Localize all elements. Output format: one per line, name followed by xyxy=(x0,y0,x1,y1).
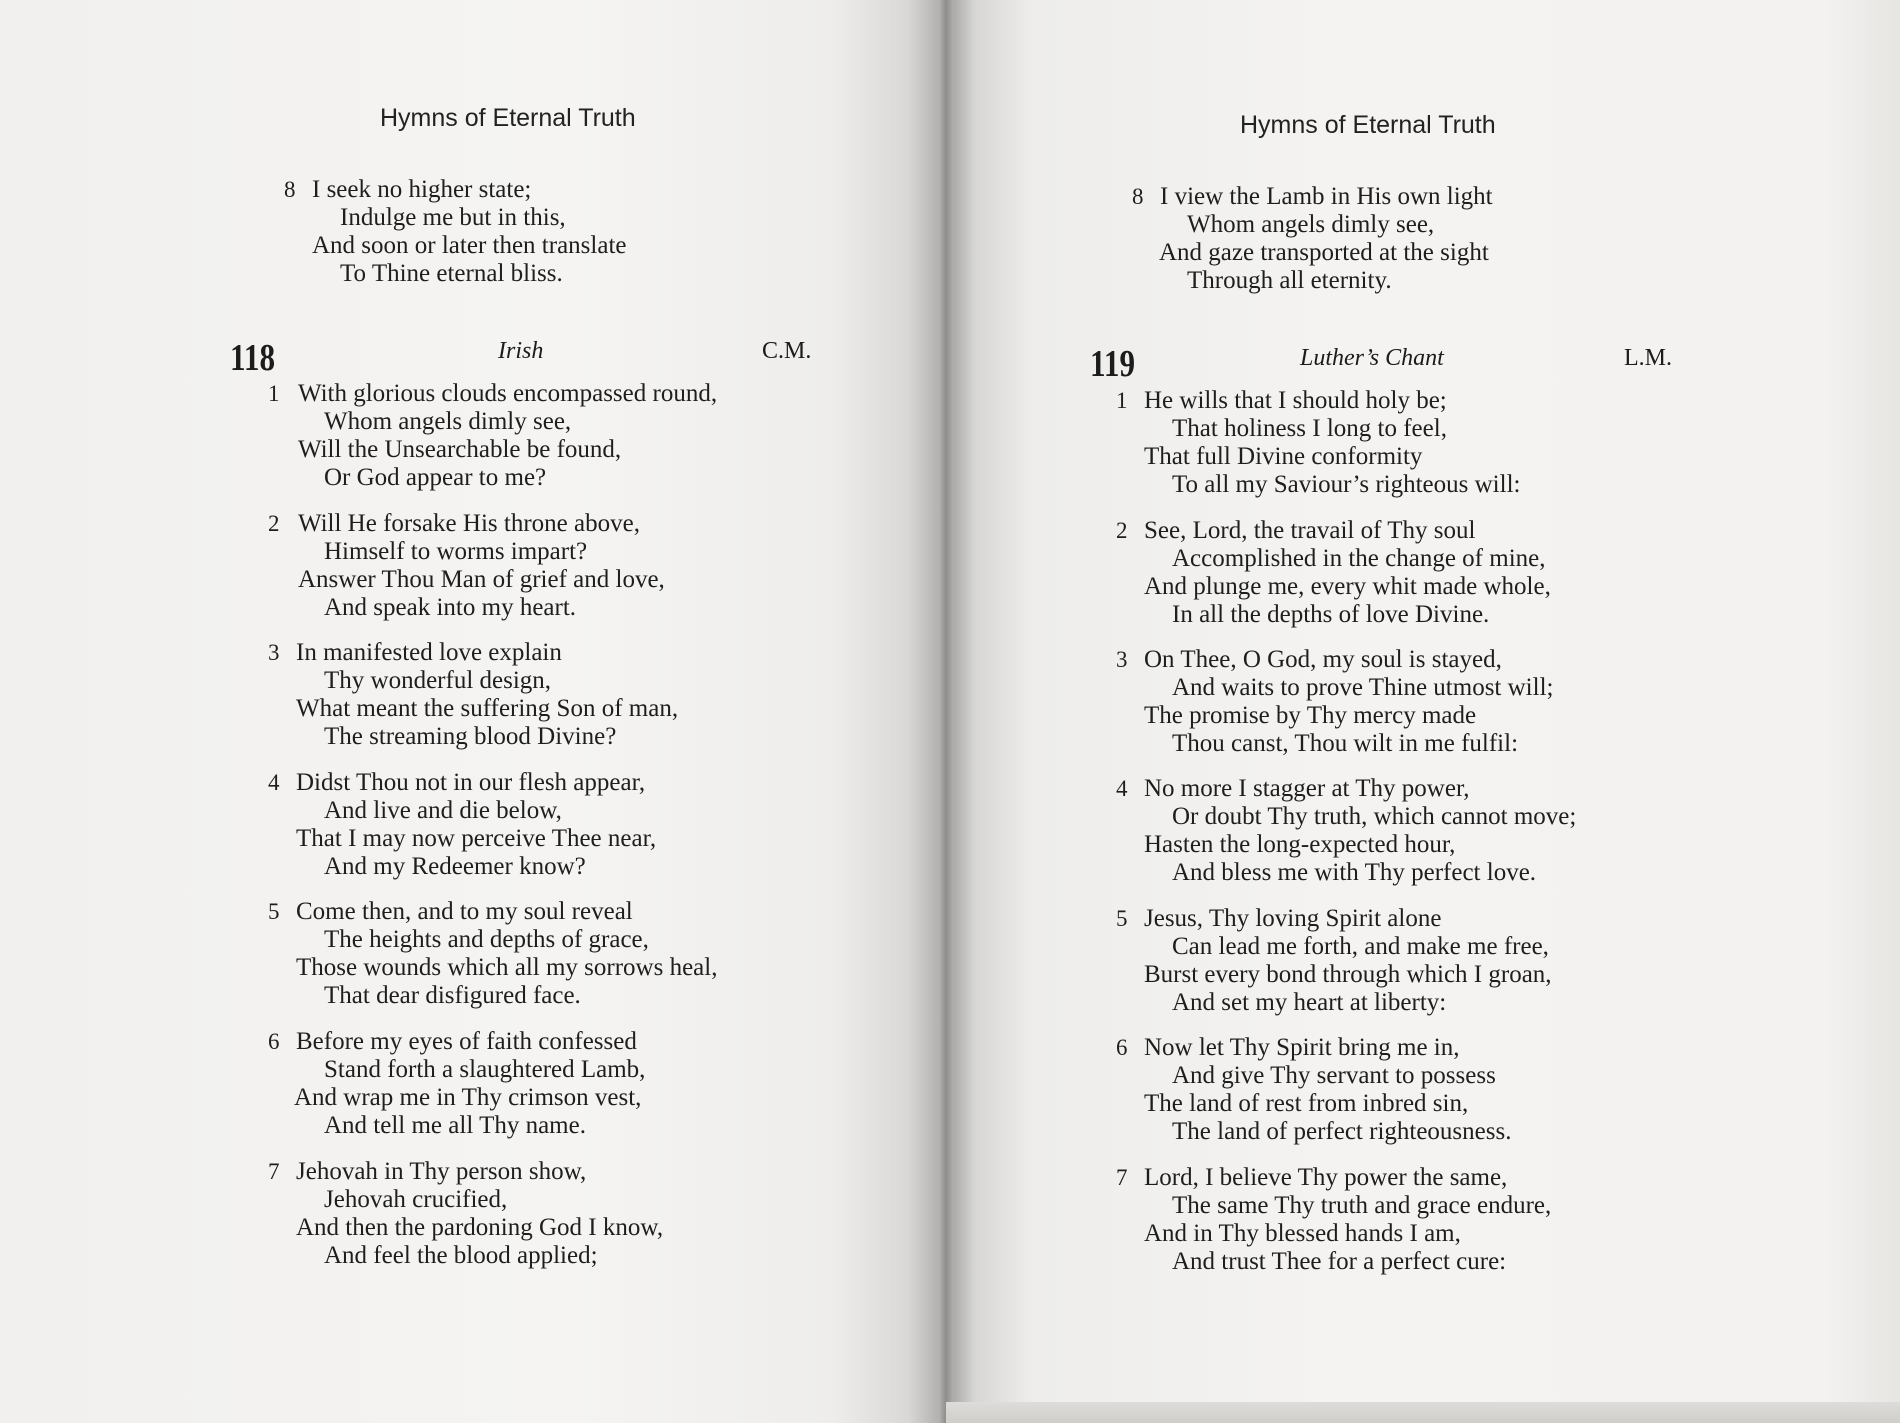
stanza-line: Himself to worms impart? xyxy=(324,538,588,565)
stanza-line: Hasten the long-expected hour, xyxy=(1144,831,1456,858)
stanza-6 xyxy=(1116,1034,1900,1146)
stanza-number: 5 xyxy=(1116,906,1128,931)
stanza-line: And bless me with Thy perfect love. xyxy=(1172,859,1537,886)
stanza-number: 3 xyxy=(1116,647,1128,672)
stanza-2 xyxy=(268,510,1168,622)
stanza-6 xyxy=(268,1028,1168,1140)
stanza-line: I view the Lamb in His own light xyxy=(1160,183,1493,210)
stanza-line: Didst Thou not in our flesh appear, xyxy=(296,769,646,796)
meter: L.M. xyxy=(1624,345,1672,371)
stanza-line: And speak into my heart. xyxy=(324,594,577,621)
stanza-line: Can lead me forth, and make me free, xyxy=(1172,933,1549,960)
stanza-line: That holiness I long to feel, xyxy=(1172,415,1447,442)
stanza-4 xyxy=(268,769,1168,881)
stanza-5 xyxy=(268,898,1168,1010)
stanza-number: 7 xyxy=(1116,1165,1128,1190)
stanza-line: Now let Thy Spirit bring me in, xyxy=(1144,1034,1460,1061)
stanza-3 xyxy=(268,639,1168,751)
stanza-number: 7 xyxy=(268,1159,280,1184)
stanza-1 xyxy=(1116,387,1900,499)
stanza-line: And plunge me, every whit made whole, xyxy=(1144,573,1551,600)
stanza-line: And then the pardoning God I know, xyxy=(296,1214,664,1241)
stanza-line: And feel the blood applied; xyxy=(324,1242,598,1269)
stanza-line: That full Divine conformity xyxy=(1144,443,1423,470)
stanza-number: 6 xyxy=(1116,1035,1128,1060)
tune-name: Luther’s Chant xyxy=(1300,345,1444,371)
stanza-line: Whom angels dimly see, xyxy=(1187,211,1435,238)
left-running-head: Hymns of Eternal Truth xyxy=(380,104,636,132)
stanza-number: 8 xyxy=(284,177,296,202)
meter: C.M. xyxy=(762,338,812,364)
stanza-line: The streaming blood Divine? xyxy=(324,723,617,750)
stanza-line: The same Thy truth and grace endure, xyxy=(1172,1192,1552,1219)
stanza-line: Thou canst, Thou wilt in me fulfil: xyxy=(1172,730,1519,757)
stanza-number: 2 xyxy=(1116,518,1128,543)
stanza-line: Whom angels dimly see, xyxy=(324,408,572,435)
stanza-line: Jehovah in Thy person show, xyxy=(296,1158,587,1185)
stanza-line: In manifested love explain xyxy=(296,639,562,666)
stanza-line: Those wounds which all my sorrows heal, xyxy=(296,954,718,981)
stanza-line: Will He forsake His throne above, xyxy=(298,510,640,537)
stanza-7 xyxy=(268,1158,1168,1270)
stanza-number: 4 xyxy=(268,770,280,795)
right-continued-stanza xyxy=(1132,183,1900,295)
stanza-line: To Thine eternal bliss. xyxy=(340,260,563,287)
stanza-line: And tell me all Thy name. xyxy=(324,1112,586,1139)
stanza-line: And in Thy blessed hands I am, xyxy=(1144,1220,1461,1247)
stanza-line: Stand forth a slaughtered Lamb, xyxy=(324,1056,646,1083)
stanza-line: The land of rest from inbred sin, xyxy=(1144,1090,1469,1117)
stanza-line: And live and die below, xyxy=(324,797,562,824)
stanza-line: No more I stagger at Thy power, xyxy=(1144,775,1470,802)
stanza-line: See, Lord, the travail of Thy soul xyxy=(1144,517,1476,544)
stanza-number: 5 xyxy=(268,899,280,924)
stanza-line: Or God appear to me? xyxy=(324,464,547,491)
stanza-line: I seek no higher state; xyxy=(312,176,532,203)
stanza-line: With glorious clouds encompassed round, xyxy=(298,380,718,407)
stanza-line: On Thee, O God, my soul is stayed, xyxy=(1144,646,1502,673)
stanza-line: Through all eternity. xyxy=(1187,267,1392,294)
stanza-line: The heights and depths of grace, xyxy=(324,926,649,953)
stanza-line: In all the depths of love Divine. xyxy=(1172,601,1490,628)
stanza-line: The land of perfect righteousness. xyxy=(1172,1118,1512,1145)
stanza-number: 6 xyxy=(268,1029,280,1054)
stanza-line: Will the Unsearchable be found, xyxy=(298,436,622,463)
stanza-number: 2 xyxy=(268,511,280,536)
stanza-number: 8 xyxy=(1132,184,1144,209)
stanza-line: Lord, I believe Thy power the same, xyxy=(1144,1164,1508,1191)
stanza-line: Thy wonderful design, xyxy=(324,667,552,694)
stanza-line: Answer Thou Man of grief and love, xyxy=(298,566,665,593)
stanza-number: 1 xyxy=(1116,388,1128,413)
stanza-line: And wrap me in Thy crimson vest, xyxy=(294,1084,642,1111)
stanza-number: 4 xyxy=(1116,776,1128,801)
stanza-line: Before my eyes of faith confessed xyxy=(296,1028,637,1055)
stanza-line: And waits to prove Thine utmost will; xyxy=(1172,674,1554,701)
right-running-head: Hymns of Eternal Truth xyxy=(1240,111,1496,139)
stanza-line: And give Thy servant to possess xyxy=(1172,1062,1496,1089)
stanza-7 xyxy=(1116,1164,1900,1276)
stanza-number: 3 xyxy=(268,640,280,665)
stanza-line: And set my heart at liberty: xyxy=(1172,989,1447,1016)
stanza-line: Jesus, Thy loving Spirit alone xyxy=(1144,905,1442,932)
stanza-line: The promise by Thy mercy made xyxy=(1144,702,1477,729)
page-bottom-edge xyxy=(946,1402,1900,1423)
stanza-line: What meant the suffering Son of man, xyxy=(296,695,679,722)
stanza-line: And my Redeemer know? xyxy=(324,853,586,880)
stanza-number: 1 xyxy=(268,381,280,406)
stanza-line: He wills that I should holy be; xyxy=(1144,387,1447,414)
hymn-number: 119 xyxy=(1090,343,1136,385)
stanza-line: Indulge me but in this, xyxy=(340,204,566,231)
tune-name: Irish xyxy=(498,338,544,364)
stanza-line: That I may now perceive Thee near, xyxy=(296,825,657,852)
stanza-line: Jehovah crucified, xyxy=(324,1186,508,1213)
stanza-line: And trust Thee for a perfect cure: xyxy=(1172,1248,1507,1275)
stanza-4 xyxy=(1116,775,1900,887)
stanza-line: Or doubt Thy truth, which cannot move; xyxy=(1172,803,1577,830)
stanza-2 xyxy=(1116,517,1900,629)
stanza-line: That dear disfigured face. xyxy=(324,982,581,1009)
hymn-number: 118 xyxy=(230,337,276,379)
left-continued-stanza xyxy=(284,176,1184,288)
stanza-line: To all my Saviour’s righteous will: xyxy=(1172,471,1521,498)
stanza-1 xyxy=(268,380,1168,492)
stanza-5 xyxy=(1116,905,1900,1017)
stanza-line: Burst every bond through which I groan, xyxy=(1144,961,1552,988)
stanza-3 xyxy=(1116,646,1900,758)
stanza-line: And soon or later then translate xyxy=(312,232,627,259)
stanza-line: Come then, and to my soul reveal xyxy=(296,898,633,925)
stanza-line: Accomplished in the change of mine, xyxy=(1172,545,1546,572)
stanza-line: And gaze transported at the sight xyxy=(1159,239,1489,266)
